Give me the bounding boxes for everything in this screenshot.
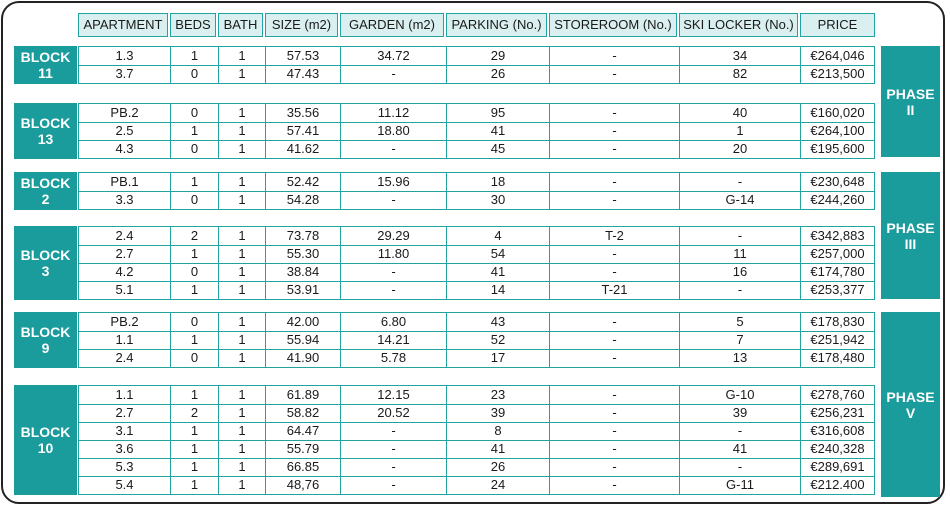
cell-price: €244,260 [800,191,875,209]
table-row [78,331,875,349]
cell-storeroom: - [549,476,679,494]
row-divider [78,349,875,350]
cell-storeroom: - [549,104,679,122]
block-label-word: BLOCK [20,247,71,263]
table-row [78,245,875,263]
cell-storeroom: - [549,313,679,331]
cell-ski-locker: - [679,173,800,191]
cell-beds: 1 [170,331,218,349]
header-bath: BATH [218,13,263,37]
cell-garden: - [340,140,446,158]
cell-ski-locker: - [679,281,800,299]
cell-price: €178,480 [800,349,875,367]
cell-bath: 1 [218,245,265,263]
cell-garden: - [340,476,446,494]
cell-beds: 1 [170,458,218,476]
row-divider [78,422,875,423]
cell-size: 57.41 [265,122,340,140]
block-table [78,312,875,368]
block-label-number: 9 [41,340,50,356]
block-table [78,172,875,210]
cell-beds: 1 [170,281,218,299]
cell-apartment: 1.3 [78,47,170,65]
cell-bath: 1 [218,263,265,281]
cell-price: €264,046 [800,47,875,65]
cell-storeroom: - [549,122,679,140]
cell-storeroom: T-2 [549,227,679,245]
table-row [78,140,875,158]
cell-bath: 1 [218,104,265,122]
cell-ski-locker: 82 [679,65,800,83]
cell-storeroom: - [549,191,679,209]
block-label-number: 11 [38,65,53,81]
cell-bath: 1 [218,173,265,191]
table-row [78,476,875,494]
cell-bath: 1 [218,331,265,349]
cell-size: 38.84 [265,263,340,281]
cell-beds: 0 [170,191,218,209]
cell-apartment: 2.4 [78,227,170,245]
cell-price: €264,100 [800,122,875,140]
cell-storeroom: - [549,47,679,65]
phase-label-number: V [905,404,916,421]
cell-beds: 0 [170,104,218,122]
cell-storeroom: - [549,386,679,404]
block-label [14,226,77,300]
cell-apartment: 2.7 [78,404,170,422]
cell-garden: 18.80 [340,122,446,140]
cell-apartment: 1.1 [78,386,170,404]
cell-size: 53.91 [265,281,340,299]
cell-parking: 23 [446,386,549,404]
header-price: PRICE [800,13,875,37]
cell-size: 48,76 [265,476,340,494]
phase-label-word: PHASE [886,388,935,405]
cell-price: €256,231 [800,404,875,422]
table-row [78,313,875,331]
cell-parking: 14 [446,281,549,299]
cell-bath: 1 [218,440,265,458]
cell-beds: 1 [170,422,218,440]
cell-garden: - [340,191,446,209]
cell-bath: 1 [218,476,265,494]
block-label-number: 3 [41,263,50,279]
row-divider [78,331,875,332]
table-row [78,173,875,191]
cell-storeroom: - [549,440,679,458]
cell-ski-locker: 40 [679,104,800,122]
table-row [78,349,875,367]
table-row [78,47,875,65]
cell-beds: 0 [170,140,218,158]
cell-price: €230,648 [800,173,875,191]
row-divider [78,440,875,441]
phase-label [881,172,940,299]
cell-size: 61.89 [265,386,340,404]
cell-garden: - [340,422,446,440]
cell-garden: 15.96 [340,173,446,191]
block-label-word: BLOCK [20,175,71,191]
cell-garden: 34.72 [340,47,446,65]
cell-apartment: 4.2 [78,263,170,281]
table-row [78,263,875,281]
table-row [78,404,875,422]
cell-size: 57.53 [265,47,340,65]
cell-storeroom: - [549,263,679,281]
cell-apartment: 5.4 [78,476,170,494]
cell-price: €278,760 [800,386,875,404]
block-label-word: BLOCK [20,49,71,65]
table-row [78,440,875,458]
cell-size: 58.82 [265,404,340,422]
cell-apartment: PB.2 [78,104,170,122]
cell-apartment: 4.3 [78,140,170,158]
cell-ski-locker: 7 [679,331,800,349]
table-row [78,122,875,140]
table-row [78,458,875,476]
cell-parking: 24 [446,476,549,494]
cell-apartment: 2.4 [78,349,170,367]
block-label-number: 13 [37,131,54,147]
cell-garden: - [340,458,446,476]
cell-ski-locker: 41 [679,440,800,458]
cell-parking: 17 [446,349,549,367]
cell-price: €257,000 [800,245,875,263]
header-parking: PARKING (No.) [446,13,547,37]
cell-price: €251,942 [800,331,875,349]
phase-label [881,46,940,157]
phase-label-number: II [906,101,915,118]
cell-beds: 2 [170,227,218,245]
cell-garden: 11.12 [340,104,446,122]
cell-bath: 1 [218,386,265,404]
cell-size: 66.85 [265,458,340,476]
row-divider [78,140,875,141]
cell-parking: 45 [446,140,549,158]
cell-garden: 5.78 [340,349,446,367]
cell-beds: 1 [170,386,218,404]
cell-storeroom: - [549,404,679,422]
phase-label-word: PHASE [886,85,935,102]
cell-parking: 54 [446,245,549,263]
cell-apartment: 3.6 [78,440,170,458]
table-row [78,281,875,299]
block-label [14,172,77,210]
cell-beds: 0 [170,349,218,367]
cell-garden: 20.52 [340,404,446,422]
block-table [78,103,875,159]
cell-bath: 1 [218,191,265,209]
row-divider [78,122,875,123]
cell-beds: 1 [170,245,218,263]
cell-apartment: 1.1 [78,331,170,349]
cell-parking: 39 [446,404,549,422]
cell-bath: 1 [218,422,265,440]
cell-size: 55.94 [265,331,340,349]
cell-storeroom: - [549,458,679,476]
cell-parking: 18 [446,173,549,191]
header-garden: GARDEN (m2) [340,13,444,37]
cell-bath: 1 [218,281,265,299]
cell-bath: 1 [218,458,265,476]
cell-beds: 1 [170,47,218,65]
cell-apartment: 3.1 [78,422,170,440]
cell-bath: 1 [218,122,265,140]
cell-parking: 43 [446,313,549,331]
cell-apartment: 3.3 [78,191,170,209]
cell-size: 35.56 [265,104,340,122]
header-apartment: APARTMENT [78,13,168,37]
cell-beds: 0 [170,263,218,281]
cell-garden: - [340,65,446,83]
cell-size: 55.30 [265,245,340,263]
cell-size: 73.78 [265,227,340,245]
row-divider [78,404,875,405]
cell-bath: 1 [218,313,265,331]
cell-storeroom: T-21 [549,281,679,299]
cell-bath: 1 [218,47,265,65]
block-table [78,385,875,495]
cell-size: 55.79 [265,440,340,458]
cell-bath: 1 [218,65,265,83]
cell-price: €253,377 [800,281,875,299]
cell-price: €240,328 [800,440,875,458]
cell-storeroom: - [549,349,679,367]
row-divider [78,281,875,282]
table-row [78,386,875,404]
cell-price: €195,600 [800,140,875,158]
row-divider [78,458,875,459]
cell-storeroom: - [549,422,679,440]
cell-ski-locker: 39 [679,404,800,422]
cell-beds: 1 [170,122,218,140]
table-row [78,191,875,209]
cell-ski-locker: - [679,458,800,476]
cell-apartment: 5.3 [78,458,170,476]
cell-size: 52.42 [265,173,340,191]
cell-parking: 26 [446,458,549,476]
cell-storeroom: - [549,65,679,83]
cell-bath: 1 [218,140,265,158]
cell-garden: 14.21 [340,331,446,349]
block-label-word: BLOCK [20,424,71,440]
cell-garden: 6.80 [340,313,446,331]
table-row [78,104,875,122]
cell-size: 41.90 [265,349,340,367]
block-label [14,103,77,159]
cell-parking: 41 [446,263,549,281]
row-divider [78,65,875,66]
header-ski-locker: SKI LOCKER (No.) [679,13,798,37]
cell-ski-locker: G-14 [679,191,800,209]
cell-ski-locker: - [679,227,800,245]
cell-price: €174,780 [800,263,875,281]
phase-label [881,312,940,497]
cell-parking: 41 [446,440,549,458]
block-label-number: 2 [41,191,50,207]
cell-garden: 11.80 [340,245,446,263]
phase-label-word: PHASE [886,219,935,236]
cell-apartment: 2.7 [78,245,170,263]
header-storeroom: STOREROOM (No.) [549,13,677,37]
row-divider [78,263,875,264]
cell-bath: 1 [218,404,265,422]
cell-garden: 29.29 [340,227,446,245]
cell-beds: 2 [170,404,218,422]
cell-price: €178,830 [800,313,875,331]
cell-storeroom: - [549,331,679,349]
cell-apartment: 2.5 [78,122,170,140]
row-divider [78,191,875,192]
cell-beds: 1 [170,173,218,191]
cell-price: €342,883 [800,227,875,245]
cell-ski-locker: 34 [679,47,800,65]
cell-price: €213,500 [800,65,875,83]
cell-beds: 1 [170,440,218,458]
cell-beds: 1 [170,476,218,494]
cell-parking: 26 [446,65,549,83]
block-label [14,46,77,84]
cell-apartment: PB.1 [78,173,170,191]
block-table [78,46,875,84]
cell-bath: 1 [218,227,265,245]
cell-price: €289,691 [800,458,875,476]
cell-beds: 0 [170,313,218,331]
cell-price: €316,608 [800,422,875,440]
cell-size: 54.28 [265,191,340,209]
cell-parking: 95 [446,104,549,122]
cell-beds: 0 [170,65,218,83]
cell-apartment: 3.7 [78,65,170,83]
cell-storeroom: - [549,245,679,263]
cell-garden: 12.15 [340,386,446,404]
cell-ski-locker: 11 [679,245,800,263]
cell-apartment: 5.1 [78,281,170,299]
cell-parking: 29 [446,47,549,65]
table-row [78,227,875,245]
cell-parking: 30 [446,191,549,209]
cell-garden: - [340,263,446,281]
block-label-word: BLOCK [20,115,71,131]
cell-ski-locker: 20 [679,140,800,158]
cell-ski-locker: 16 [679,263,800,281]
header-beds: BEDS [170,13,216,37]
cell-ski-locker: G-10 [679,386,800,404]
cell-ski-locker: 13 [679,349,800,367]
block-label-word: BLOCK [20,324,71,340]
cell-storeroom: - [549,140,679,158]
cell-size: 42.00 [265,313,340,331]
table-row [78,422,875,440]
cell-parking: 8 [446,422,549,440]
cell-apartment: PB.2 [78,313,170,331]
block-label [14,385,77,495]
cell-size: 41.62 [265,140,340,158]
cell-size: 64.47 [265,422,340,440]
cell-ski-locker: 1 [679,122,800,140]
row-divider [78,476,875,477]
cell-garden: - [340,440,446,458]
cell-parking: 52 [446,331,549,349]
header-size: SIZE (m2) [265,13,338,37]
table-row [78,65,875,83]
cell-price: €160,020 [800,104,875,122]
cell-ski-locker: G-11 [679,476,800,494]
cell-parking: 41 [446,122,549,140]
cell-garden: - [340,281,446,299]
cell-parking: 4 [446,227,549,245]
cell-storeroom: - [549,173,679,191]
cell-bath: 1 [218,349,265,367]
block-label [14,312,77,368]
row-divider [78,245,875,246]
cell-ski-locker: 5 [679,313,800,331]
cell-size: 47.43 [265,65,340,83]
cell-price: €212.400 [800,476,875,494]
block-label-number: 10 [37,440,54,456]
cell-ski-locker: - [679,422,800,440]
phase-label-number: III [904,235,917,252]
block-table [78,226,875,300]
